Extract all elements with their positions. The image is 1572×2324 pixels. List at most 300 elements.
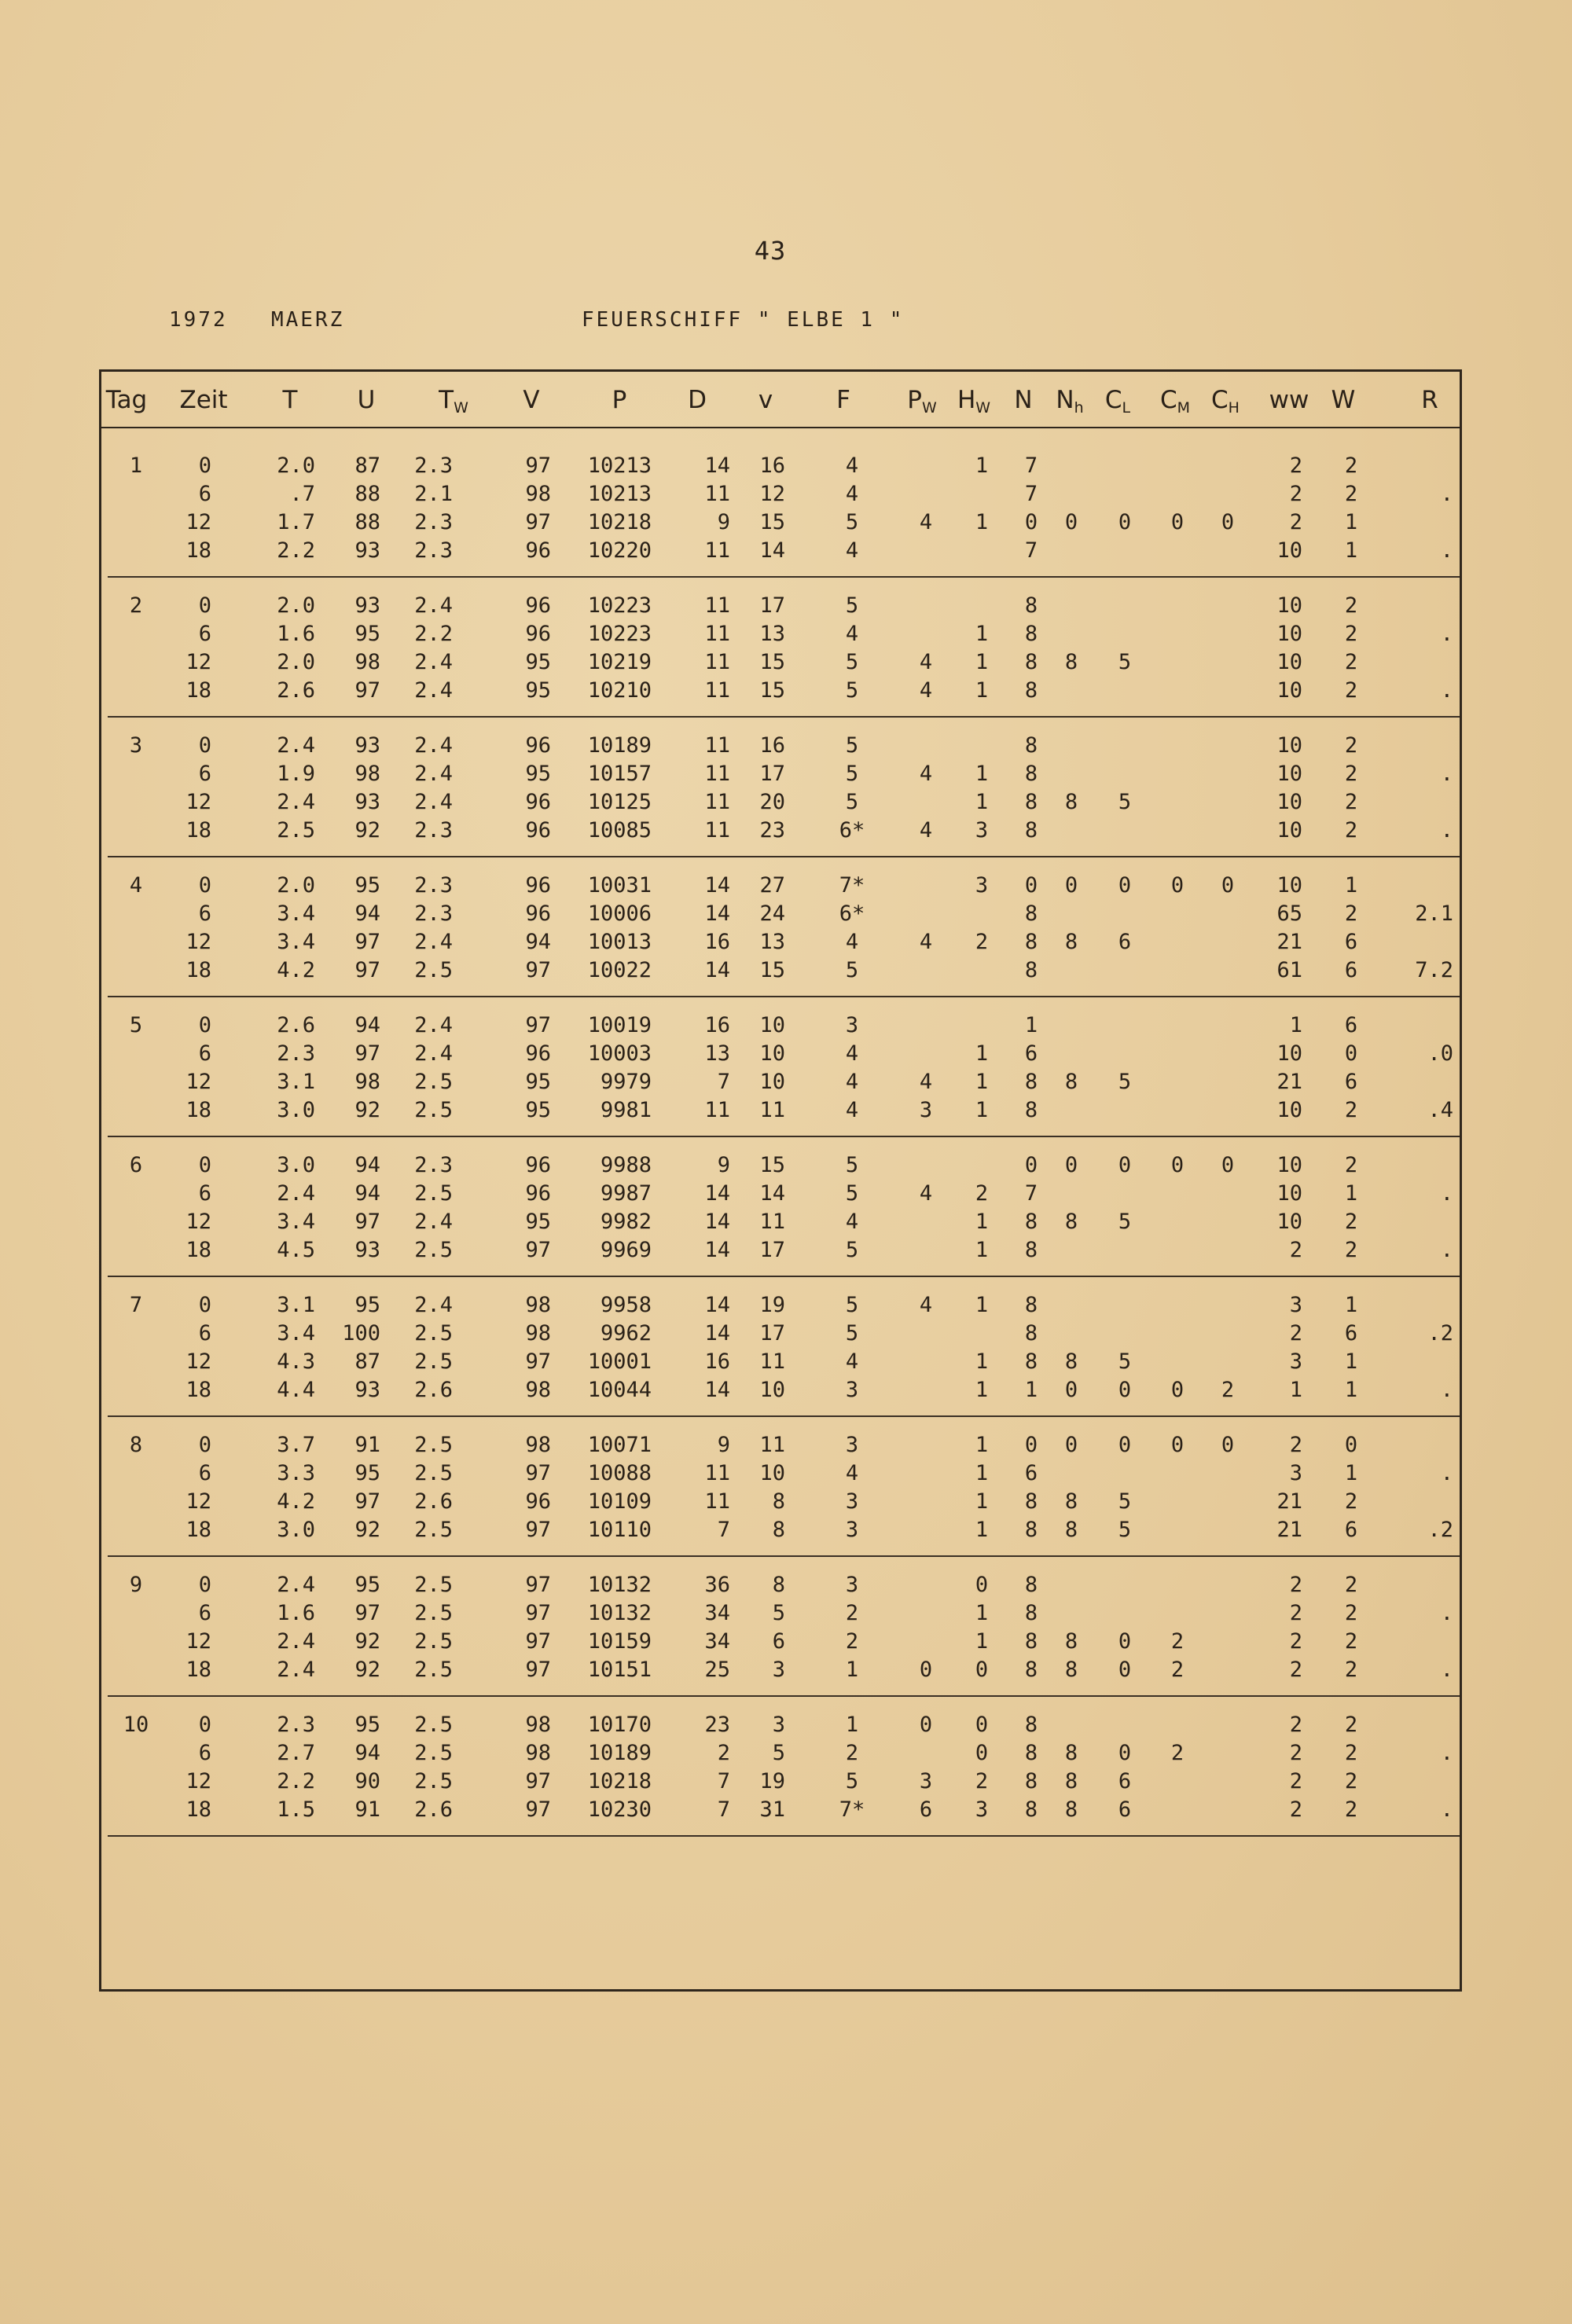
cell-w: 2 bbox=[1344, 1153, 1358, 1177]
cell-t: 1.6 bbox=[277, 1601, 315, 1625]
cell-n: 8 bbox=[1024, 930, 1038, 954]
cell-u: 93 bbox=[354, 593, 380, 618]
cell-v: 17 bbox=[759, 593, 785, 618]
cell-d: 7 bbox=[717, 1070, 730, 1094]
cell-f: 4 bbox=[845, 1070, 859, 1094]
day-number: 6 bbox=[129, 1153, 143, 1177]
cell-tw: 2.5 bbox=[414, 1181, 453, 1206]
cell-zeit: 0 bbox=[198, 733, 211, 758]
cell-tw: 2.5 bbox=[414, 1433, 453, 1457]
cell-f: 4 bbox=[845, 1098, 859, 1122]
cell-tw: 2.4 bbox=[414, 593, 453, 618]
cell-nh: 0 bbox=[1064, 1153, 1078, 1177]
cell-d: 11 bbox=[704, 790, 730, 814]
cell-t: 4.3 bbox=[277, 1349, 315, 1374]
cell-pw: 4 bbox=[919, 510, 933, 534]
column-header-f bbox=[836, 386, 850, 414]
cell-v: 19 bbox=[759, 1769, 785, 1793]
cell-n: 0 bbox=[1024, 510, 1038, 534]
cell-nh: 8 bbox=[1064, 790, 1078, 814]
cell-cl: 6 bbox=[1118, 930, 1132, 954]
cell-r: . bbox=[1440, 1461, 1453, 1485]
cell-w: 1 bbox=[1344, 1378, 1358, 1402]
cell-tw: 2.5 bbox=[414, 1629, 453, 1654]
cell-d: 14 bbox=[704, 1238, 730, 1262]
cell-tw: 2.3 bbox=[414, 818, 453, 843]
cell-hw: 1 bbox=[975, 1378, 989, 1402]
table-row bbox=[101, 620, 1460, 648]
cell-ww: 21 bbox=[1276, 1070, 1302, 1094]
day-number: 10 bbox=[123, 1713, 149, 1737]
cell-p: 10071 bbox=[587, 1433, 652, 1457]
column-header-hw bbox=[957, 386, 990, 417]
cell-w: 2 bbox=[1344, 818, 1358, 843]
cell-t: 2.6 bbox=[277, 678, 315, 703]
cell-ww: 65 bbox=[1276, 901, 1302, 926]
table-row bbox=[101, 1516, 1460, 1544]
table-row bbox=[101, 480, 1460, 508]
cell-n: 8 bbox=[1024, 650, 1038, 674]
cell-tw: 2.4 bbox=[414, 1041, 453, 1066]
cell-zeit: 18 bbox=[185, 1797, 211, 1822]
cell-d: 14 bbox=[704, 1293, 730, 1317]
cell-f: 5 bbox=[845, 1293, 859, 1317]
cell-t: 2.3 bbox=[277, 1713, 315, 1737]
cell-f: 3 bbox=[845, 1013, 859, 1037]
cell-nh: 8 bbox=[1064, 1629, 1078, 1654]
cell-u: 95 bbox=[354, 1713, 380, 1737]
cell-w: 2 bbox=[1344, 1601, 1358, 1625]
cell-ww: 10 bbox=[1276, 1041, 1302, 1066]
day-number: 3 bbox=[129, 733, 143, 758]
cell-t: 4.5 bbox=[277, 1238, 315, 1262]
cell-w: 2 bbox=[1344, 1769, 1358, 1793]
cell-pw: 4 bbox=[919, 1293, 933, 1317]
cell-f: 3 bbox=[845, 1378, 859, 1402]
cell-d: 14 bbox=[704, 1181, 730, 1206]
cell-hw: 1 bbox=[975, 1433, 989, 1457]
cell-ww: 10 bbox=[1276, 762, 1302, 786]
column-header-n bbox=[1014, 386, 1032, 414]
cell-cl: 5 bbox=[1118, 790, 1132, 814]
cell-v: 19 bbox=[759, 1293, 785, 1317]
cell-f: 3 bbox=[845, 1518, 859, 1542]
cell-zeit: 12 bbox=[185, 1070, 211, 1094]
cell-cl: 6 bbox=[1118, 1797, 1132, 1822]
cell-v: 13 bbox=[759, 622, 785, 646]
column-header-subscript: h bbox=[1074, 399, 1084, 417]
cell-u: 88 bbox=[354, 482, 380, 506]
cell-t: 2.0 bbox=[277, 650, 315, 674]
cell-n: 7 bbox=[1024, 538, 1038, 563]
cell-u: 94 bbox=[354, 1153, 380, 1177]
cell-v: 15 bbox=[759, 678, 785, 703]
column-header-subscript: W bbox=[921, 399, 937, 417]
cell-v: 15 bbox=[759, 1153, 785, 1177]
cell-hw: 1 bbox=[975, 453, 989, 478]
cell-w: 2 bbox=[1344, 1573, 1358, 1597]
cell-nh: 8 bbox=[1064, 1518, 1078, 1542]
cell-v: 98 bbox=[525, 482, 551, 506]
cell-t: 1.7 bbox=[277, 510, 315, 534]
cell-w: 2 bbox=[1344, 678, 1358, 703]
cell-v: 97 bbox=[525, 1601, 551, 1625]
cell-tw: 2.6 bbox=[414, 1378, 453, 1402]
day-group-10 bbox=[101, 1697, 1460, 1837]
cell-f: 4 bbox=[845, 482, 859, 506]
cell-d: 11 bbox=[704, 1489, 730, 1514]
cell-nh: 8 bbox=[1064, 1797, 1078, 1822]
cell-v: 17 bbox=[759, 1321, 785, 1346]
cell-pw: 0 bbox=[919, 1658, 933, 1682]
cell-t: 2.2 bbox=[277, 538, 315, 563]
cell-n: 8 bbox=[1024, 790, 1038, 814]
table-row bbox=[101, 1096, 1460, 1125]
cell-f: 5 bbox=[845, 1153, 859, 1177]
column-header-label: H bbox=[957, 386, 976, 414]
cell-ww: 10 bbox=[1276, 873, 1302, 898]
cell-t: .7 bbox=[289, 482, 315, 506]
cell-w: 0 bbox=[1344, 1433, 1358, 1457]
cell-t: 3.0 bbox=[277, 1098, 315, 1122]
cell-v: 5 bbox=[772, 1601, 785, 1625]
cell-d: 25 bbox=[704, 1658, 730, 1682]
cell-n: 8 bbox=[1024, 1070, 1038, 1094]
cell-cl: 5 bbox=[1118, 650, 1132, 674]
column-header-p bbox=[612, 386, 627, 414]
column-header-nh bbox=[1056, 386, 1083, 417]
cell-d: 23 bbox=[704, 1713, 730, 1737]
cell-w: 0 bbox=[1344, 1041, 1358, 1066]
cell-tw: 2.4 bbox=[414, 1293, 453, 1317]
cell-v: 11 bbox=[759, 1210, 785, 1234]
cell-tw: 2.6 bbox=[414, 1489, 453, 1514]
cell-hw: 3 bbox=[975, 873, 989, 898]
cell-zeit: 18 bbox=[185, 1098, 211, 1122]
cell-v: 97 bbox=[525, 1573, 551, 1597]
cell-p: 10085 bbox=[587, 818, 652, 843]
table-row bbox=[101, 1459, 1460, 1488]
cell-n: 8 bbox=[1024, 1713, 1038, 1737]
cell-zeit: 12 bbox=[185, 1349, 211, 1374]
table-row bbox=[101, 1376, 1460, 1404]
cell-w: 6 bbox=[1344, 1321, 1358, 1346]
cell-d: 11 bbox=[704, 622, 730, 646]
column-header-label: T bbox=[439, 386, 454, 414]
cell-f: 5 bbox=[845, 1321, 859, 1346]
cell-zeit: 12 bbox=[185, 930, 211, 954]
cell-u: 97 bbox=[354, 958, 380, 982]
cell-w: 2 bbox=[1344, 1741, 1358, 1765]
column-header-label: v bbox=[758, 386, 773, 414]
cell-u: 87 bbox=[354, 453, 380, 478]
cell-v: 95 bbox=[525, 1070, 551, 1094]
cell-t: 2.4 bbox=[277, 1658, 315, 1682]
cell-ch: 0 bbox=[1221, 1153, 1235, 1177]
cell-tw: 2.5 bbox=[414, 1713, 453, 1737]
cell-f: 5 bbox=[845, 593, 859, 618]
cell-v: 10 bbox=[759, 1378, 785, 1402]
cell-ww: 10 bbox=[1276, 1098, 1302, 1122]
cell-w: 2 bbox=[1344, 1238, 1358, 1262]
cell-t: 2.4 bbox=[277, 1573, 315, 1597]
column-header-label: D bbox=[688, 386, 707, 414]
table-row bbox=[101, 1320, 1460, 1348]
cell-p: 9969 bbox=[600, 1238, 652, 1262]
day-number: 8 bbox=[129, 1433, 143, 1457]
table-row bbox=[101, 1208, 1460, 1236]
cell-v: 98 bbox=[525, 1433, 551, 1457]
cell-v: 95 bbox=[525, 1098, 551, 1122]
cell-d: 11 bbox=[704, 733, 730, 758]
column-header-label: R bbox=[1421, 386, 1438, 414]
cell-cl: 0 bbox=[1118, 873, 1132, 898]
cell-w: 2 bbox=[1344, 1210, 1358, 1234]
cell-t: 3.0 bbox=[277, 1518, 315, 1542]
cell-tw: 2.5 bbox=[414, 1601, 453, 1625]
cell-n: 8 bbox=[1024, 1601, 1038, 1625]
cell-v: 97 bbox=[525, 1629, 551, 1654]
cell-p: 10006 bbox=[587, 901, 652, 926]
cell-cl: 0 bbox=[1118, 1658, 1132, 1682]
cell-zeit: 0 bbox=[198, 1293, 211, 1317]
cell-w: 2 bbox=[1344, 762, 1358, 786]
cell-n: 8 bbox=[1024, 958, 1038, 982]
cell-w: 2 bbox=[1344, 790, 1358, 814]
cell-zeit: 18 bbox=[185, 1518, 211, 1542]
cell-v: 97 bbox=[525, 1013, 551, 1037]
cell-ww: 2 bbox=[1289, 453, 1302, 478]
cell-p: 10132 bbox=[587, 1601, 652, 1625]
cell-tw: 2.3 bbox=[414, 901, 453, 926]
cell-zeit: 12 bbox=[185, 1769, 211, 1793]
cell-u: 93 bbox=[354, 538, 380, 563]
cell-zeit: 18 bbox=[185, 818, 211, 843]
cell-w: 2 bbox=[1344, 453, 1358, 478]
cell-d: 11 bbox=[704, 1098, 730, 1122]
cell-r: . bbox=[1440, 1181, 1453, 1206]
cell-p: 10189 bbox=[587, 1741, 652, 1765]
cell-zeit: 6 bbox=[198, 1041, 211, 1066]
cell-zeit: 0 bbox=[198, 593, 211, 618]
column-header-pw bbox=[907, 386, 937, 417]
cell-p: 10230 bbox=[587, 1797, 652, 1822]
cell-t: 2.4 bbox=[277, 1181, 315, 1206]
cell-pw: 6 bbox=[919, 1797, 933, 1822]
cell-zeit: 6 bbox=[198, 901, 211, 926]
cell-nh: 0 bbox=[1064, 510, 1078, 534]
table-row bbox=[101, 1488, 1460, 1516]
cell-d: 11 bbox=[704, 593, 730, 618]
table-row bbox=[101, 788, 1460, 817]
day-group-4 bbox=[101, 857, 1460, 997]
cell-tw: 2.4 bbox=[414, 930, 453, 954]
cell-u: 95 bbox=[354, 1573, 380, 1597]
cell-hw: 2 bbox=[975, 1181, 989, 1206]
cell-nh: 8 bbox=[1064, 1769, 1078, 1793]
cell-p: 10088 bbox=[587, 1461, 652, 1485]
cell-u: 97 bbox=[354, 1210, 380, 1234]
cell-ch: 0 bbox=[1221, 1433, 1235, 1457]
cell-hw: 0 bbox=[975, 1713, 989, 1737]
cell-p: 9962 bbox=[600, 1321, 652, 1346]
cell-p: 10022 bbox=[587, 958, 652, 982]
cell-t: 3.4 bbox=[277, 930, 315, 954]
cell-v: 97 bbox=[525, 1658, 551, 1682]
cell-v: 95 bbox=[525, 762, 551, 786]
table-row bbox=[101, 1628, 1460, 1656]
cell-hw: 1 bbox=[975, 1461, 989, 1485]
cell-tw: 2.4 bbox=[414, 733, 453, 758]
cell-n: 1 bbox=[1024, 1378, 1038, 1402]
column-header-r bbox=[1421, 386, 1438, 414]
cell-n: 8 bbox=[1024, 818, 1038, 843]
cell-tw: 2.3 bbox=[414, 510, 453, 534]
cell-v: 96 bbox=[525, 873, 551, 898]
cell-t: 2.4 bbox=[277, 733, 315, 758]
column-header-label: V bbox=[523, 386, 540, 414]
cell-v: 96 bbox=[525, 622, 551, 646]
cell-p: 10044 bbox=[587, 1378, 652, 1402]
cell-zeit: 12 bbox=[185, 510, 211, 534]
cell-tw: 2.3 bbox=[414, 453, 453, 478]
cell-t: 1.6 bbox=[277, 622, 315, 646]
cell-v: 96 bbox=[525, 818, 551, 843]
cell-v: 94 bbox=[525, 930, 551, 954]
cell-n: 0 bbox=[1024, 873, 1038, 898]
cell-pw: 4 bbox=[919, 762, 933, 786]
cell-d: 14 bbox=[704, 901, 730, 926]
column-header-label: P bbox=[612, 386, 627, 414]
cell-n: 7 bbox=[1024, 453, 1038, 478]
cell-v: 24 bbox=[759, 901, 785, 926]
cell-f: 3 bbox=[845, 1433, 859, 1457]
cell-p: 10110 bbox=[587, 1518, 652, 1542]
column-header-label: Tag bbox=[105, 386, 148, 414]
cell-ww: 21 bbox=[1276, 930, 1302, 954]
cell-v: 96 bbox=[525, 593, 551, 618]
cell-tw: 2.5 bbox=[414, 1238, 453, 1262]
cell-v: 98 bbox=[525, 1321, 551, 1346]
cell-d: 14 bbox=[704, 1378, 730, 1402]
column-header-cl bbox=[1105, 386, 1130, 417]
cell-t: 4.2 bbox=[277, 1489, 315, 1514]
cell-cm: 2 bbox=[1170, 1658, 1185, 1682]
cell-v: 96 bbox=[525, 901, 551, 926]
day-group-7 bbox=[101, 1277, 1460, 1417]
cell-hw: 0 bbox=[975, 1658, 989, 1682]
cell-zeit: 6 bbox=[198, 482, 211, 506]
cell-v: 96 bbox=[525, 790, 551, 814]
cell-u: 88 bbox=[354, 510, 380, 534]
cell-v: 16 bbox=[759, 453, 785, 478]
cell-u: 95 bbox=[354, 1293, 380, 1317]
cell-v: 95 bbox=[525, 1210, 551, 1234]
cell-t: 2.0 bbox=[277, 593, 315, 618]
cell-p: 10220 bbox=[587, 538, 652, 563]
cell-nh: 0 bbox=[1064, 1433, 1078, 1457]
cell-r: . bbox=[1440, 1741, 1453, 1765]
cell-hw: 1 bbox=[975, 1293, 989, 1317]
column-header-label: T bbox=[282, 386, 298, 414]
cell-n: 8 bbox=[1024, 1741, 1038, 1765]
cell-u: 92 bbox=[354, 1098, 380, 1122]
table-row bbox=[101, 1068, 1460, 1096]
cell-hw: 1 bbox=[975, 622, 989, 646]
cell-w: 2 bbox=[1344, 1098, 1358, 1122]
cell-n: 8 bbox=[1024, 1293, 1038, 1317]
cell-v: 10 bbox=[759, 1013, 785, 1037]
cell-tw: 2.4 bbox=[414, 1013, 453, 1037]
table-row bbox=[101, 1180, 1460, 1208]
cell-u: 92 bbox=[354, 1658, 380, 1682]
cell-d: 9 bbox=[717, 1153, 730, 1177]
cell-v: 96 bbox=[525, 1041, 551, 1066]
cell-p: 10219 bbox=[587, 650, 652, 674]
cell-hw: 1 bbox=[975, 1238, 989, 1262]
cell-zeit: 6 bbox=[198, 1181, 211, 1206]
cell-ch: 0 bbox=[1221, 873, 1235, 898]
cell-t: 3.4 bbox=[277, 1321, 315, 1346]
cell-d: 7 bbox=[717, 1769, 730, 1793]
cell-d: 34 bbox=[704, 1601, 730, 1625]
column-header-u bbox=[358, 386, 376, 414]
column-header-label: U bbox=[357, 386, 376, 414]
cell-ww: 2 bbox=[1289, 1713, 1302, 1737]
cell-zeit: 6 bbox=[198, 1321, 211, 1346]
cell-v: 13 bbox=[759, 930, 785, 954]
cell-n: 8 bbox=[1024, 1573, 1038, 1597]
cell-w: 6 bbox=[1344, 958, 1358, 982]
cell-zeit: 6 bbox=[198, 1741, 211, 1765]
cell-cm: 0 bbox=[1170, 1153, 1185, 1177]
cell-p: 10218 bbox=[587, 1769, 652, 1793]
table-row bbox=[101, 1711, 1460, 1739]
cell-t: 3.7 bbox=[277, 1433, 315, 1457]
cell-n: 8 bbox=[1024, 1769, 1038, 1793]
cell-r: .4 bbox=[1427, 1098, 1453, 1122]
cell-v: 14 bbox=[759, 538, 785, 563]
cell-p: 10013 bbox=[587, 930, 652, 954]
cell-ch: 2 bbox=[1221, 1378, 1235, 1402]
table-row bbox=[101, 452, 1460, 480]
cell-f: 6* bbox=[839, 901, 865, 926]
cell-tw: 2.4 bbox=[414, 1210, 453, 1234]
cell-ww: 2 bbox=[1289, 482, 1302, 506]
cell-v: 98 bbox=[525, 1293, 551, 1317]
cell-n: 6 bbox=[1024, 1461, 1038, 1485]
cell-hw: 1 bbox=[975, 1518, 989, 1542]
cell-hw: 1 bbox=[975, 762, 989, 786]
cell-ch: 0 bbox=[1221, 510, 1235, 534]
column-header-label: Zeit bbox=[179, 386, 228, 414]
cell-tw: 2.5 bbox=[414, 1461, 453, 1485]
cell-zeit: 0 bbox=[198, 1013, 211, 1037]
cell-n: 8 bbox=[1024, 678, 1038, 703]
cell-v: 98 bbox=[525, 1741, 551, 1765]
cell-v: 97 bbox=[525, 510, 551, 534]
cell-p: 10223 bbox=[587, 593, 652, 618]
cell-u: 95 bbox=[354, 873, 380, 898]
cell-cl: 5 bbox=[1118, 1518, 1132, 1542]
cell-t: 4.2 bbox=[277, 958, 315, 982]
table-row bbox=[101, 1571, 1460, 1599]
cell-u: 93 bbox=[354, 790, 380, 814]
cell-u: 94 bbox=[354, 901, 380, 926]
cell-v: 97 bbox=[525, 1238, 551, 1262]
header-month: MAERZ bbox=[271, 308, 345, 332]
table-row bbox=[101, 1656, 1460, 1684]
